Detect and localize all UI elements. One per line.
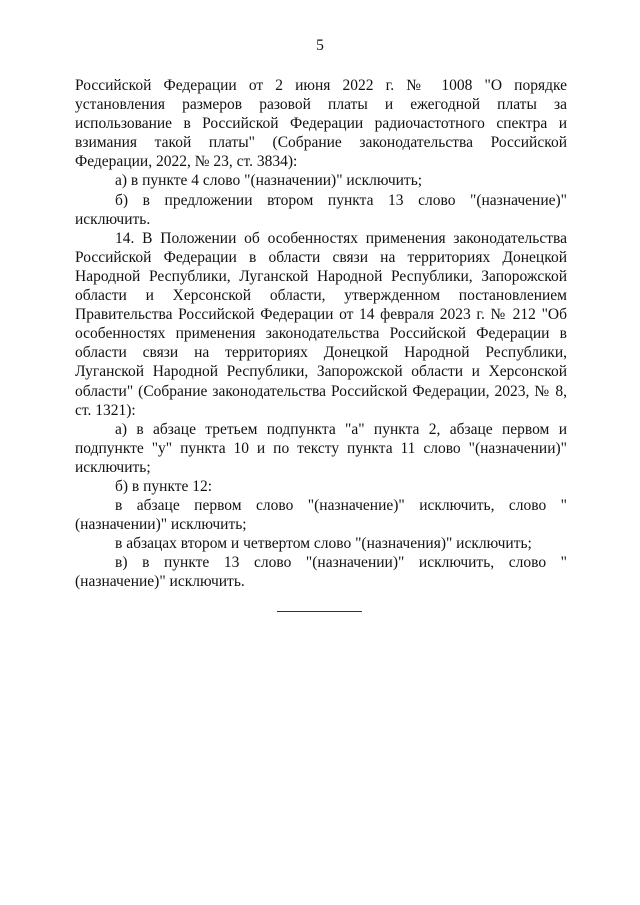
end-separator-line (277, 611, 362, 612)
document-body (75, 76, 567, 592)
paragraph-item-a: а) в пункте 4 слово "(назначении)" исключить; (115, 172, 423, 190)
paragraph-section-14-item-a: а) в абзаце третьем подпункта "а" пункта 2, абзаце первом и подпункте "у" пункта 10 и по тексту пункта 11 слово "(назначении)" исключить; (75, 420, 567, 476)
paragraph-section-14: 14. В Положении об особенностях применения законодательства Российской Федерации в области связи на территориях Донецкой Народной Республики, Луганской Народной Республики, Запорожской области и Херсонской области, утвержденном постановлением Правительства Российской Федерации от 14 февраля 2023 г. № 212 "Об особенностях применения законодательства Российской Федерации в области связи на территориях Донецкой Народной Республики, Луганской Народной Республики, Запорожской области и Херсонской области" (Собрание законодательства Российской Федерации, 2023, № 8, ст. 1321): (75, 229, 567, 419)
paragraph-section-14-item-b: б) в пункте 12: (115, 477, 213, 495)
page-number: 5 (316, 37, 324, 54)
paragraph-item-b: б) в предложении втором пункта 13 слово "(назначение)" исключить. (75, 191, 567, 228)
paragraph-section-14-item-b-first: в абзаце первом слово "(назначение)" исключить, слово "(назначении)" исключить; (75, 497, 567, 534)
paragraph-continuation: Российской Федерации от 2 июня 2022 г. № 1008 "О порядке установления размеров разовой платы и ежегодной платы за использование в Российской Федерации радиочастотного спектра и взимания такой платы" (Собрание законодательства Российской Федерации, 2022, № 23, ст. 3834): (75, 77, 567, 171)
paragraph-section-14-item-b-second: в абзацах втором и четвертом слово "(назначения)" исключить; (115, 535, 532, 553)
paragraph-section-14-item-v: в) в пункте 13 слово "(назначении)" исключить, слово "(назначение)" исключить. (75, 554, 567, 591)
